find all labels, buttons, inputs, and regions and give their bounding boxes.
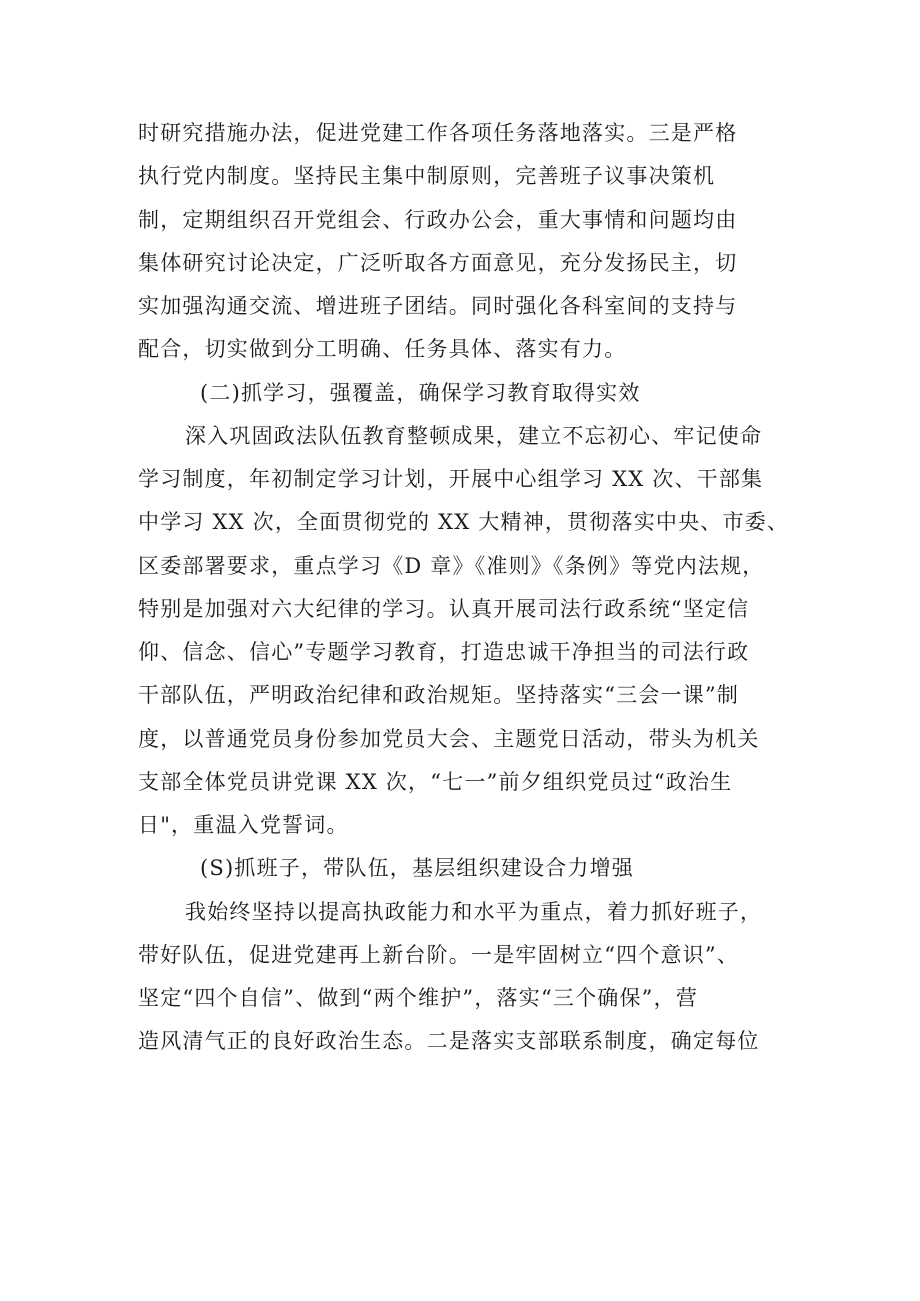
body-text-line: 集体研究讨论决定，广泛听取各方面意见，充分发扬民主，切 (138, 251, 738, 275)
body-text-line: 配合，切实做到分工明确、任务具体、落实有力。 (138, 337, 627, 361)
body-text-line: 中学习 XX 次，全面贯彻党的 XX 大精神，贯彻落实中央、市委、 (138, 510, 790, 534)
section-heading-two: (二)抓学习，强覆盖，确保学习教育取得实效 (200, 381, 641, 405)
body-text-line: 造风清气正的良好政治生态。二是落实支部联系制度，确定每位 (138, 1029, 760, 1053)
body-text-line: 制，定期组织召开党组会、行政办公会，重大事情和问题均由 (138, 208, 738, 232)
body-text-line: 干部队伍，严明政治纪律和政治规矩。坚持落实“三会一课”制 (138, 683, 740, 707)
body-text-line: 我始终坚持以提高执政能力和水平为重点，着力抓好班子， (185, 900, 763, 924)
body-text-line: 学习制度，年初制定学习计划，开展中心组学习 XX 次、干部集 (138, 467, 764, 491)
body-text-line: 带好队伍，促进党建再上新台阶。一是牢固树立“四个意识”、 (138, 943, 740, 967)
body-text-line: 仰、信念、信心”专题学习教育，打造忠诚干净担当的司法行政 (138, 640, 750, 664)
body-text-line: 实加强沟通交流、增进班子团结。同时强化各科室间的支持与 (138, 294, 738, 318)
section-heading-three: (S)抓班子，带队伍，基层组织建设合力增强 (200, 856, 634, 880)
body-text-line: 度，以普通党员身份参加党员大会、主题党日活动，带头为机关 (138, 727, 760, 751)
body-text-line: 特别是加强对六大纪律的学习。认真开展司法行政系统“坚定信 (138, 597, 750, 621)
body-text-line: 区委部署要求，重点学习《D 章》《准则》《条例》等党内法规， (138, 554, 765, 578)
body-text-line: 时研究措施办法，促进党建工作各项任务落地落实。三是严格 (138, 121, 738, 145)
body-text-line: 深入巩固政法队伍教育整顿成果，建立不忘初心、牢记使命 (185, 424, 763, 448)
body-text-line: 执行党内制度。坚持民主集中制原则，完善班子议事决策机 (138, 164, 716, 188)
body-text-line: 支部全体党员讲党课 XX 次，“七一”前夕组织党员过“政治生 (138, 770, 733, 794)
body-text-line: 坚定“四个自信”、做到“两个维护”，落实“三个确保”，营 (138, 986, 699, 1010)
body-text-line: 日"，重温入党誓词。 (138, 813, 349, 837)
